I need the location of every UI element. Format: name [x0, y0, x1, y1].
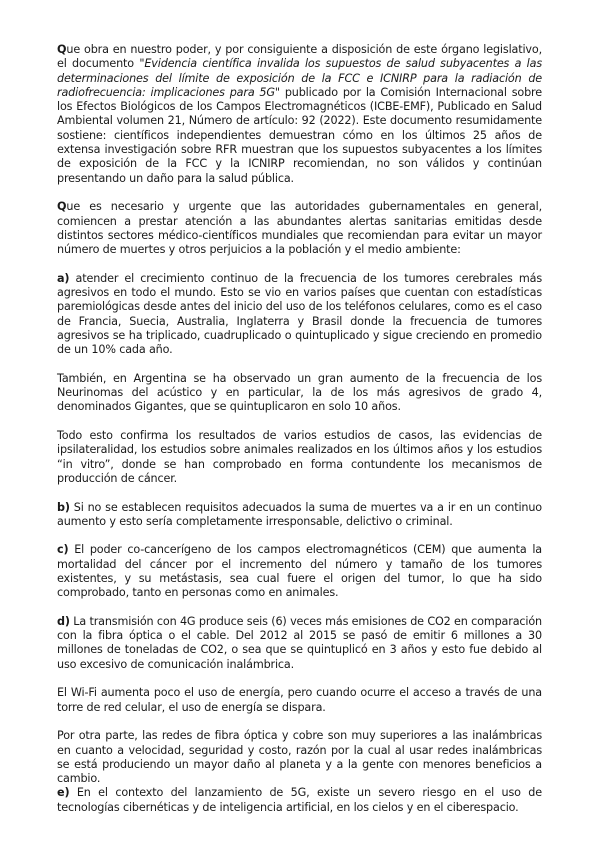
- document-page: [57, 43, 542, 815]
- item-e: [57, 786, 542, 815]
- item-marker: e): [57, 786, 70, 800]
- paragraph-confirmation: Todo esto confirma los resultados de varios estudios de casos, las evidencias de ipsilateralidad, los estudios sobre animales realizados en los últimos años y los estudios “in vitro”, donde se han comprobado en forma contundente los mecanismos de producción de cáncer.: [57, 429, 542, 485]
- item-marker: b): [57, 500, 70, 514]
- item-b: [57, 501, 542, 530]
- item-marker: a): [57, 271, 70, 285]
- drop-letter: Q: [57, 200, 67, 214]
- item-d: [57, 615, 542, 672]
- item-text: atender el crecimiento continuo de la frecuencia de los tumores cerebrales más agresivos en todo el mundo. Esto se vio en varios países que cuentan con estadísticas paremiológicas desde antes del inicio del uso de los teléfonos celulares, como es el caso de Francia, Suecia, Australia, Inglaterra y Brasil donde la frecuencia de tumores agresivos se ha triplicado, cuadruplicado o quintuplicado y sigue creciendo en promedio de un 10% cada año.: [57, 271, 542, 357]
- item-text: Si no se establecen requisitos adecuados la suma de muertes va a ir en un continuo aumento y esto sería completamente irresponsable, delictivo o criminal.: [57, 500, 542, 528]
- paragraph-argentina: También, en Argentina se ha observado un gran aumento de la frecuencia de los Neurinomas del acústico y en particular, la de los más agresivos de grado 4, denominados Gigantes, que se quintuplicaron en solo 10 años.: [57, 371, 542, 414]
- document-title: Evidencia científica invalida los supuestos de salud subyacentes a las determinaciones del límite de exposición de la FCC e ICNIRP para la radiación de radiofrecuencia: implicaciones para 5G: [57, 57, 542, 99]
- paragraph-text: ue es necesario y urgente que las autoridades gubernamentales en general, comiencen a prestar atención a las abundantes alertas sanitarias emitidas desde distintos sectores médico-científicos mundiales que recomiendan para evitar un mayor número de muertes y otros perjuicios a la población y el medio ambiente:: [57, 200, 542, 257]
- drop-letter: Q: [57, 43, 67, 56]
- paragraph-wifi: El Wi-Fi aumenta poco el uso de energía, pero cuando ocurre el acceso a través de una torre de red celular, el uso de energía se dispara.: [57, 686, 542, 714]
- item-c: [57, 543, 542, 600]
- item-text: La transmisión con 4G produce seis (6) veces más emisiones de CO2 en comparación con la fibra óptica o el cable. Del 2012 al 2015 se pasó de emitir 6 millones a 30 millones de toneladas de CO2, o sea que se quintuplicó en 3 años y esto fue debido al uso excesivo de comunicación inalámbrica.: [57, 614, 542, 671]
- item-a: [57, 272, 542, 358]
- item-text: En el contexto del lanzamiento de 5G, existe un severo riesgo en el uso de tecnologías cibernéticas y de inteligencia artificial, en los cielos y en el ciberespacio.: [57, 786, 542, 814]
- paragraph-text: " publicado por la Comisión Internacional sobre los Efectos Biológicos de los Campos Electromagnéticos (ICBE-EMF), Publicado en Salud Ambiental volumen 21, Número de artículo: 92 (2022). Este documento resumidamente sostiene: científicos independientes demuestran cómo en los últimos 25 años de extensa investigación sobre RFR muestran que los supuestos subyacentes a los límites de exposición de la FCC y la ICNIRP recomiendan, no son válidos y continúan presentando un daño para la salud pública.: [57, 85, 542, 185]
- paragraph-fiber: Por otra parte, las redes de fibra óptica y cobre son muy superiores a las inalámbricas en cuanto a velocidad, seguridad y costo, razón por la cual al usar redes inalámbricas se está produciendo un mayor daño al planeta y a la gente con menores beneficios a cambio.: [57, 729, 542, 786]
- paragraph-document-citation: [57, 43, 542, 186]
- paragraph-text: ue obra en nuestro poder, y por consiguiente a disposición de este órgano legislativo, el documento ": [57, 43, 542, 71]
- item-marker: d): [57, 614, 70, 628]
- paragraph-urgency: [57, 200, 542, 257]
- item-text: El poder co-cancerígeno de los campos electromagnéticos (CEM) que aumenta la mortalidad del cáncer por el incremento del número y tamaño de los tumores existentes, y su metástasis, sea cual fuere el origen del tumor, lo que ha sido comprobado, tanto en personas como en animales.: [57, 543, 542, 600]
- item-marker: c): [57, 543, 69, 557]
